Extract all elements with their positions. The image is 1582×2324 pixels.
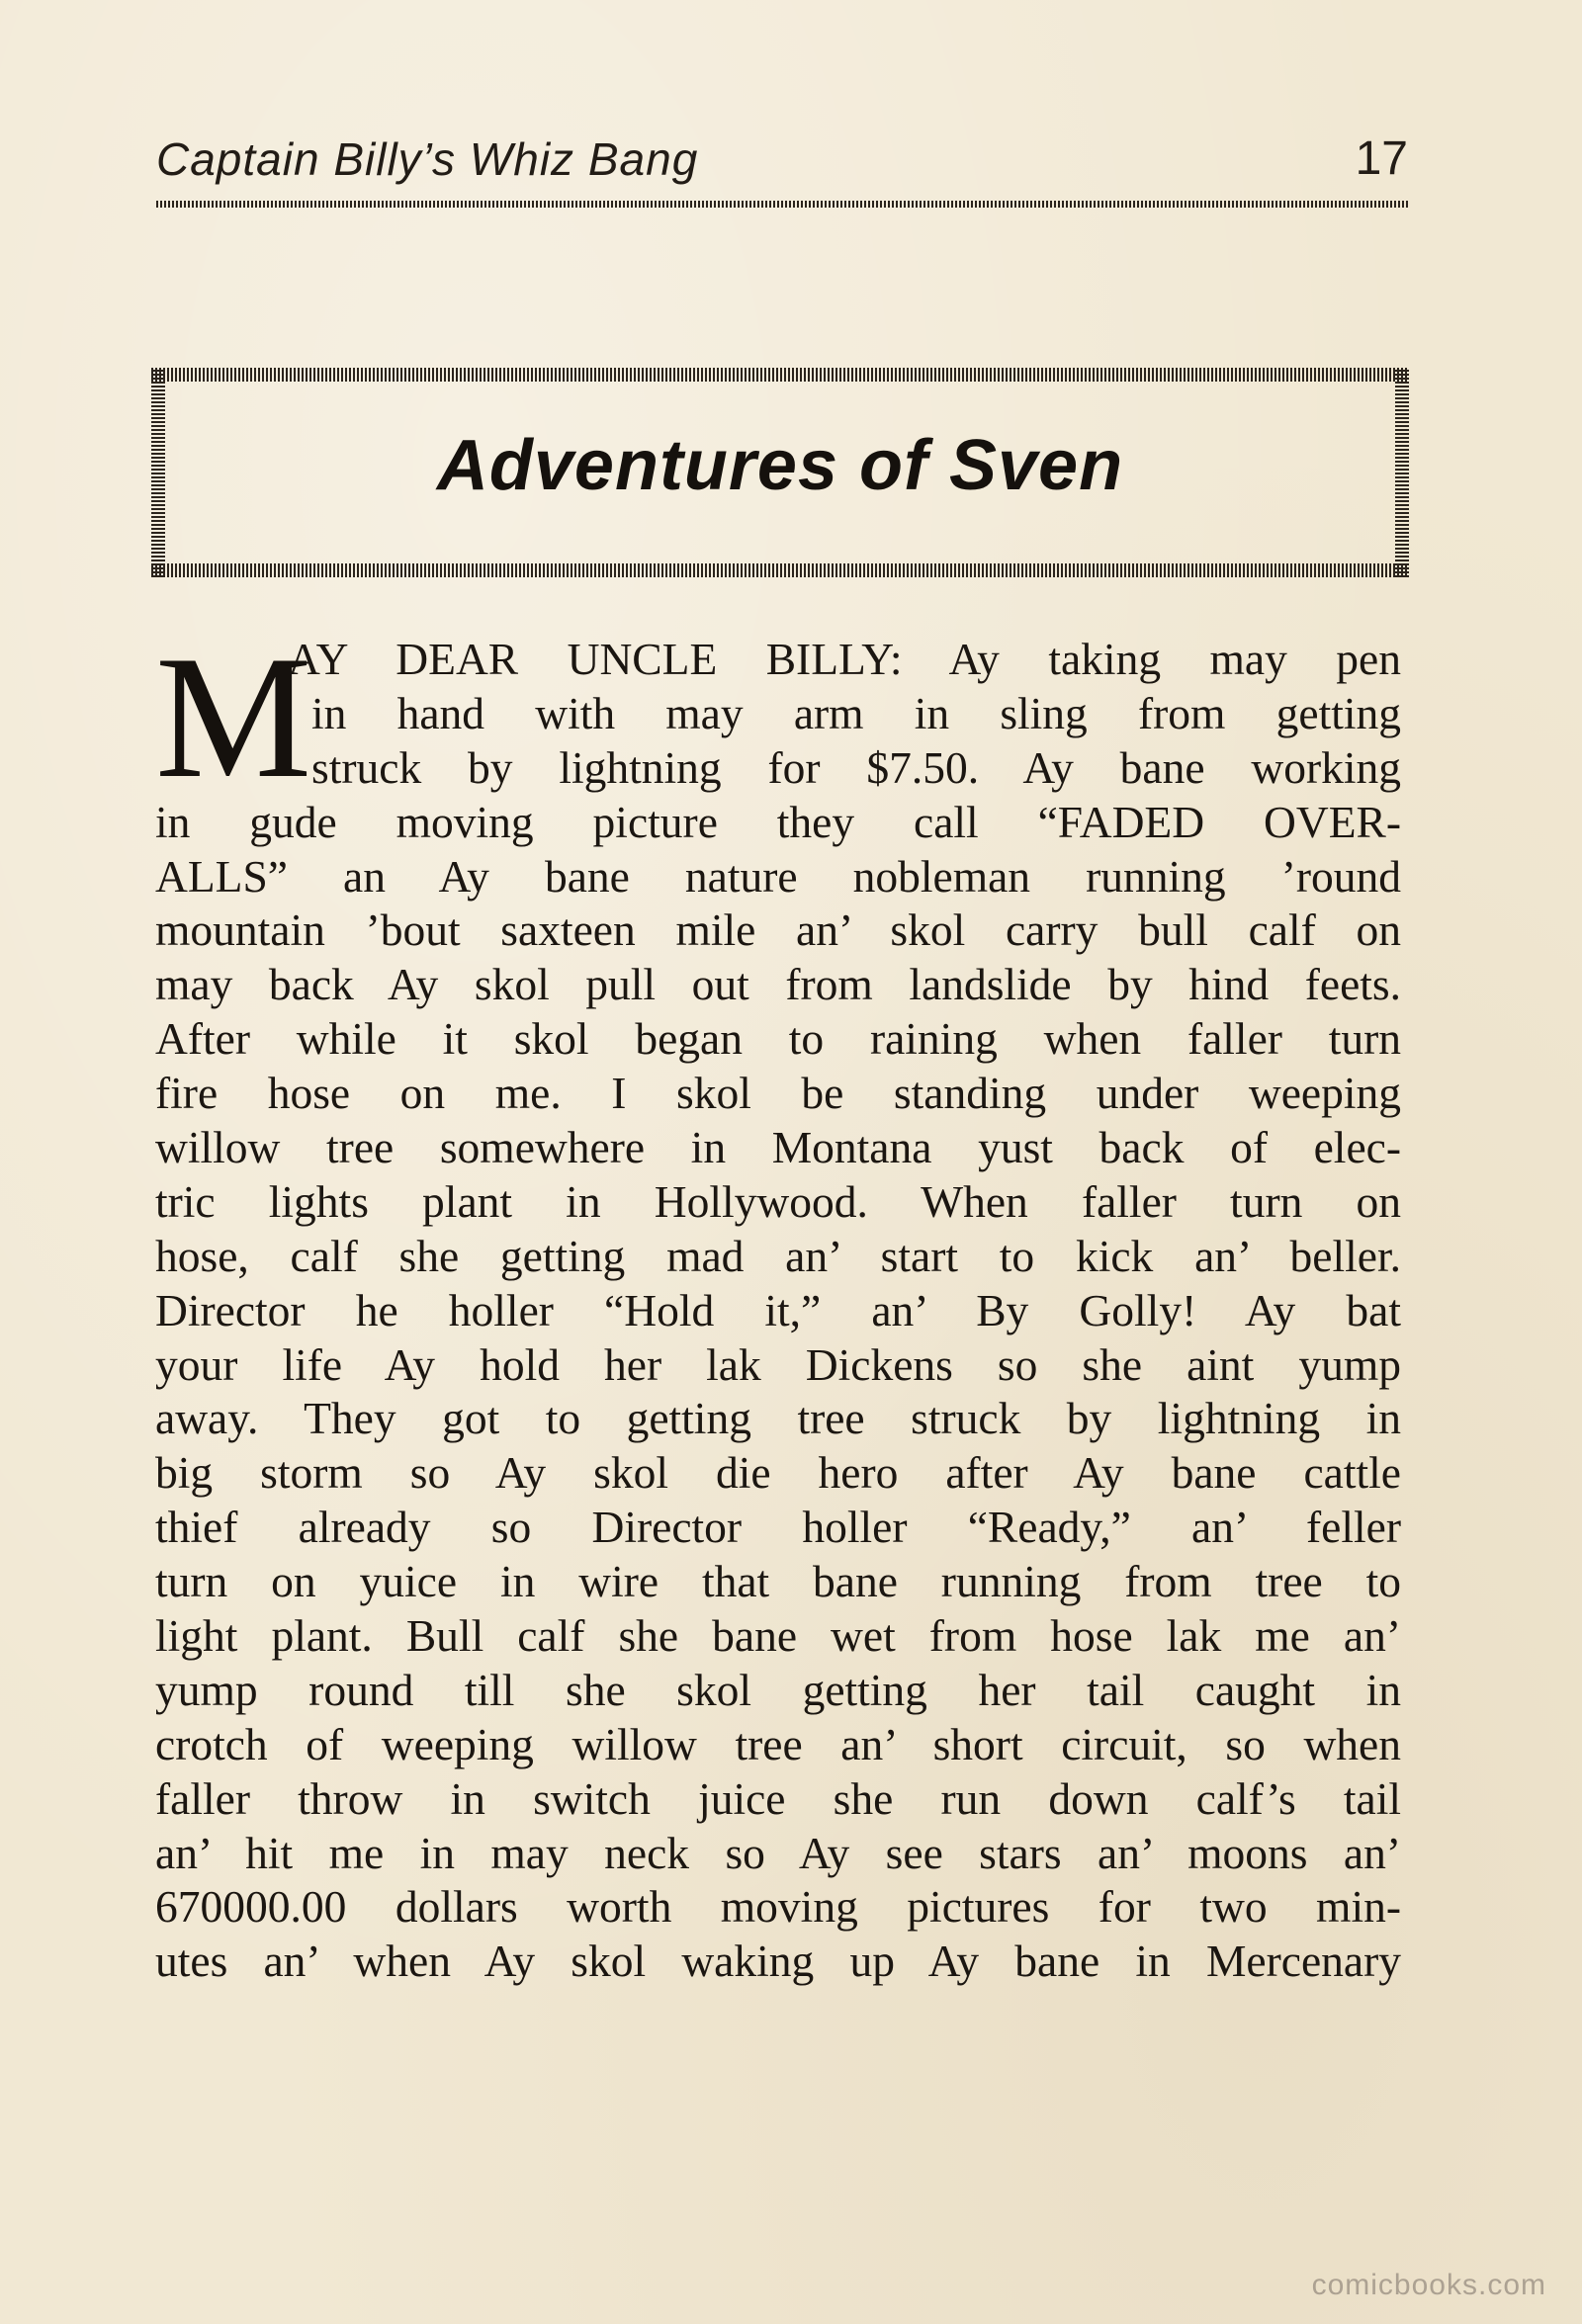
- body-line: may back Ay skol pull out from landslide by hind feets.: [155, 959, 1401, 1010]
- body-line: yump round till she skol getting her tail caught in: [155, 1664, 1401, 1715]
- page-number: 17: [1355, 132, 1408, 185]
- body-line: away. They got to getting tree struck by lightning in: [155, 1393, 1401, 1444]
- watermark: comicbooks.com: [1311, 2269, 1546, 2301]
- body-line: 670000.00 dollars worth moving pictures for two min-: [155, 1881, 1401, 1933]
- body-line: in hand with may arm in sling from getting: [311, 687, 1401, 738]
- body-line: tric lights plant in Hollywood. When faller turn on: [155, 1175, 1401, 1227]
- body-line: After while it skol began to raining when faller turn: [155, 1013, 1401, 1065]
- body-line: struck by lightning for $7.50. Ay bane working: [311, 741, 1401, 793]
- body-line: big storm so Ay skol die hero after Ay bane cattle: [155, 1447, 1401, 1499]
- body-line: ALLS” an Ay bane nature nobleman running ’round: [155, 850, 1401, 902]
- body-line: an’ hit me in may neck so Ay see stars an’ moons an’: [155, 1827, 1401, 1878]
- header-rule: [156, 201, 1408, 208]
- title-box-border-top: [151, 368, 1409, 382]
- drop-cap: M: [155, 619, 312, 815]
- article-body: [155, 619, 1401, 1989]
- body-line: crotch of weeping willow tree an’ short circuit, so when: [155, 1718, 1401, 1769]
- running-head: [156, 132, 1408, 194]
- body-line: in gude moving picture they call “FADED OVER-: [155, 796, 1401, 847]
- body-line: turn on yuice in wire that bane running from tree to: [155, 1556, 1401, 1607]
- body-line: Director he holler “Hold it,” an’ By Golly! Ay bat: [155, 1284, 1401, 1335]
- body-line: AY DEAR UNCLE BILLY: Ay taking may pen: [288, 634, 1401, 684]
- body-line: your life Ay hold her lak Dickens so she aint yump: [155, 1338, 1401, 1390]
- body-line: mountain ’bout saxteen mile an’ skol carry bull calf on: [155, 904, 1401, 956]
- magazine-title: Captain Billy’s Whiz Bang: [156, 133, 699, 185]
- body-line: thief already so Director holler “Ready,” an’ feller: [155, 1502, 1401, 1553]
- body-line: hose, calf she getting mad an’ start to kick an’ beller.: [155, 1230, 1401, 1281]
- title-box-border-bottom: [151, 563, 1409, 577]
- body-line: utes an’ when Ay skol waking up Ay bane in Mercenary: [155, 1936, 1401, 1987]
- body-line: willow tree somewhere in Montana yust back of elec-: [155, 1122, 1401, 1173]
- article-title: Adventures of Sven: [436, 426, 1124, 505]
- body-line: light plant. Bull calf she bane wet from hose lak me an’: [155, 1610, 1401, 1662]
- article-title-box: [151, 368, 1409, 577]
- body-line: fire hose on me. I skol be standing under weeping: [155, 1068, 1401, 1119]
- body-line: faller throw in switch juice she run down calf’s tail: [155, 1772, 1401, 1824]
